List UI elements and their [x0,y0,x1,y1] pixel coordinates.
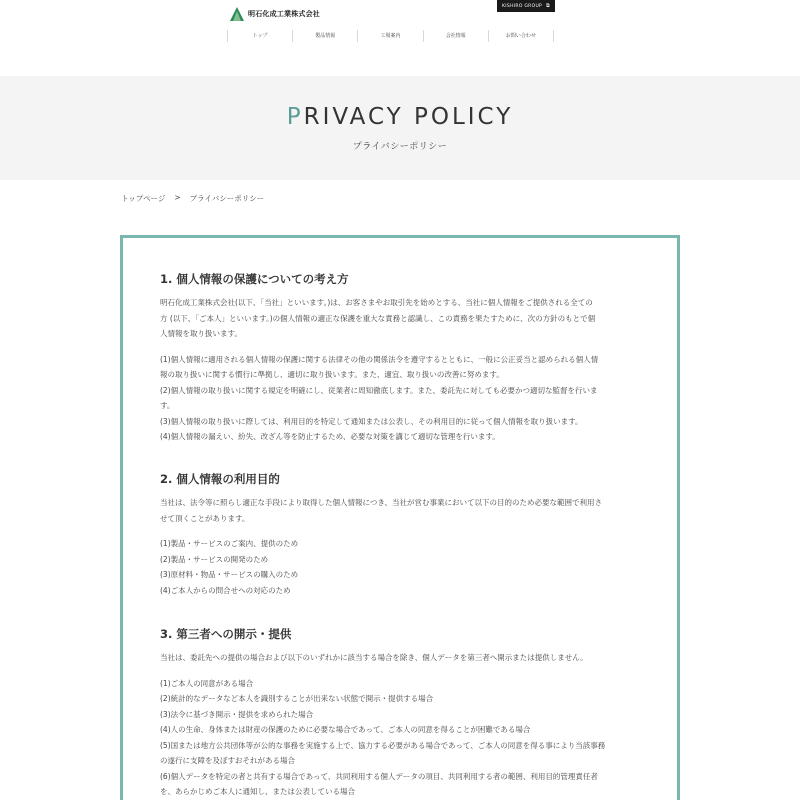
section-intro-line: 人情報を取り扱います。 [160,329,242,338]
page-title-accent: P [286,104,304,130]
group-badge-label: KISHIRO GROUP [502,3,543,9]
list-item: の遂行に支障を及ぼすおそれがある場合 [160,756,295,765]
section-list [160,676,646,800]
list-item: (1)個人情報に適用される個人情報の保護に関する法律その他の関係法令を遵守するとともに、一般に公正妥当と認められる個人情 [160,354,599,364]
logo[interactable] [229,6,320,22]
list-item: (2)統計的なデータなど本人を識別することが出来ない状態で開示・提供する場合 [160,694,434,703]
list-item: (4)人の生命、身体または財産の保護のために必要な場合であって、ご本人の同意を得ることが困難である場合 [160,725,531,734]
list-item: (3)原材料・物品・サービスの購入のため [160,570,299,579]
list-item: 報の取り扱いに関する慣行に準拠し、適切に取り扱います。また、適宜、取り扱いの改善に努めます。 [160,370,504,379]
group-link-button[interactable] [497,0,555,12]
list-item: (6)個人データを特定の者と共有する場合であって、共同利用する個人データの項目、共同利用する者の範囲、利用目的管理責任者 [160,771,598,781]
nav-item-factory[interactable]: 工場案内 [357,30,422,42]
section-heading: 3. 第三者への開示・提供 [160,627,292,641]
global-nav [227,30,554,42]
list-item: (3)法令に基づき開示・提供を求められた場合 [160,709,314,719]
policy-section-1 [160,271,646,445]
list-item: (4)ご本人からの問合せへの対応のため [160,585,291,595]
list-item: (1)ご本人の同意がある場合 [160,678,254,688]
site-header [0,0,800,76]
section-list [160,352,646,445]
list-item: (2)個人情報の取り扱いに関する規定を明確にし、従業者に周知徹底します。また、委託先に対しても必要かつ適切な監督を行いま [160,385,598,395]
logo-text: 明石化成工業株式会社 [248,10,320,18]
nav-item-company[interactable]: 会社情報 [423,30,488,42]
list-item: (3)個人情報の取り扱いに際しては、利用目的を特定して通知または公表し、その利用目的に従って個人情報を取り扱います。 [160,416,583,426]
page-title [0,104,800,130]
section-list [160,536,646,598]
list-item: (1)製品・サービスのご案内、提供のため [160,539,299,548]
section-intro-line: 方 (以下、「ご本人」といいます。)の個人情報の適正な保護を重大な責務と認識し、この責務を果たすために、次の方針のもとで個 [160,313,596,323]
nav-item-products[interactable]: 製品情報 [292,30,357,42]
list-item: す。 [160,401,175,410]
policy-content-box [120,235,680,800]
list-item: (2)製品・サービスの開発のため [160,554,269,564]
nav-item-top[interactable]: トップ [227,30,292,42]
section-intro-line: 明石化成工業株式会社(以下、「当社」といいます。)は、お客さまやお取引先を始めとする、当社に個人情報をご提供される全ての [160,298,593,307]
section-intro-line: せて頂くことがあります。 [160,513,250,523]
policy-section-3 [160,626,646,800]
breadcrumb-home-link[interactable]: トップページ [121,194,166,203]
breadcrumb-current: プライバシーポリシー [189,194,265,203]
section-heading: 1. 個人情報の保護についての考え方 [160,272,349,286]
list-item: (4)個人情報の漏えい、紛失、改ざん等を防止するため、必要な対策を講じて適切な管理を行います。 [160,432,500,441]
policy-section-2 [160,471,646,598]
section-heading: 2. 個人情報の利用目的 [160,472,280,486]
list-item: (5)国または地方公共団体等が公的な事務を実施する上で、協力する必要がある場合であって、ご本人の同意を得る事により当該事務 [160,740,606,750]
list-item: を、あらかじめご本人に通知し、または公表している場合 [160,787,355,796]
breadcrumb-separator: > [174,193,181,202]
section-intro-line: 当社は、法令等に照らし適正な手段により取得した個人情報につき、当社が営む事業において以下の目的のため必要な範囲で利用さ [160,498,603,507]
page-title-rest: RIVACY POLICY [303,104,514,130]
section-intro-line: 当社は、委託先への提供の場合および以下のいずれかに該当する場合を除き、個人データを第三者へ開示または提供しません。 [160,653,588,662]
breadcrumb [121,193,264,204]
nav-item-contact[interactable]: お問い合わせ [488,30,554,42]
external-link-icon: ⧉ [546,3,550,9]
logo-mountain-icon [229,6,245,22]
page-subtitle: プライバシーポリシー [352,142,448,152]
